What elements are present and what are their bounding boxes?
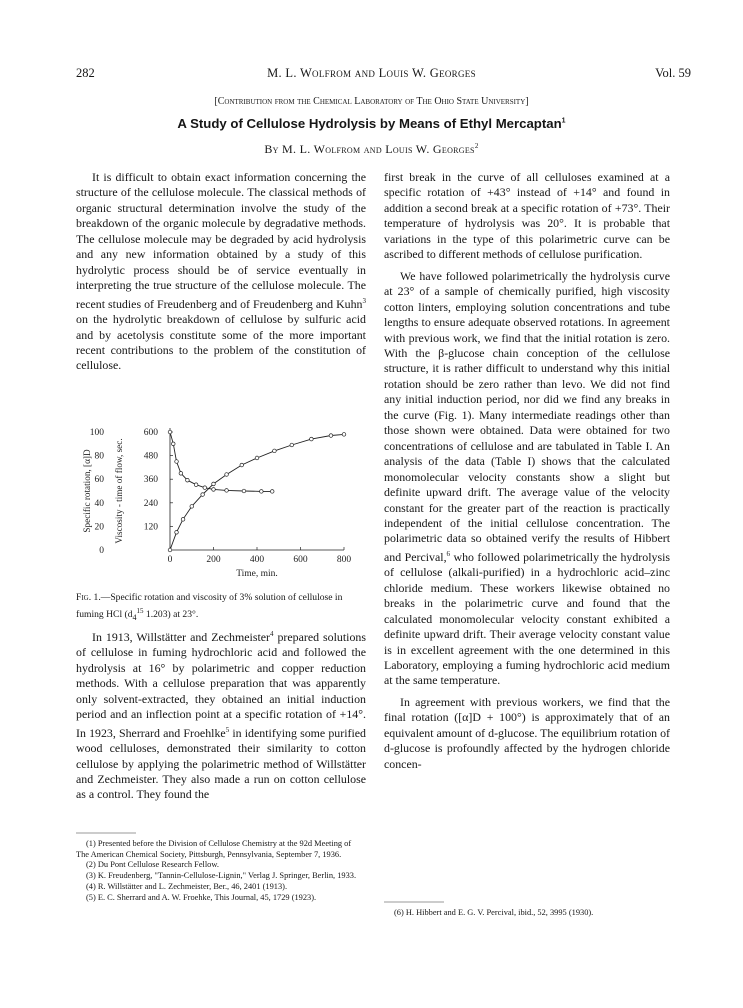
y-left-axis-label: Specific rotation, [α]D — [82, 449, 92, 533]
footnote-2: (2) Du Pont Cellulose Research Fellow. — [86, 860, 219, 870]
footnotes-right — [384, 897, 670, 919]
y-left-tick-label: 20 — [94, 522, 104, 533]
rotation-curve — [170, 434, 344, 550]
y-right-tick-label: 120 — [143, 522, 158, 533]
paragraph-final-rotation: In agreement with previous workers, we find that the final rotation ([α]D + 100°) is approximately that of an equivalent amount of d-glucose. The equilibrium rotation of d-glucose is profoundly affected by the hydrogen chloride concen- — [384, 694, 670, 771]
left-column-bottom — [76, 627, 366, 803]
rotation-point — [190, 505, 194, 509]
footnote-4: (4) R. Willstätter and L. Zechmeister, Ber., 46, 2401 (1913). — [86, 881, 288, 891]
figure-1 — [76, 418, 366, 586]
y-left-tick-label: 100 — [89, 428, 104, 438]
rotation-point — [168, 548, 172, 552]
rotation-viscosity-chart — [76, 418, 366, 586]
left-column-top — [76, 170, 366, 374]
y-left-tick-label: 80 — [94, 451, 104, 462]
y-right-tick-label: 360 — [143, 475, 158, 486]
paragraph-results: We have followed polarimetrically the hydrolysis curve at 23° of a sample of chemically purified, high viscosity cotton linters, employing solution concentrations and tube lengths to ensure adequate observed rotations. In agreement with previous work, we find that the initial rotation is zero. With the β-glucose chain conception of the cellulose structure, it is rather difficult to understand why this initial rotation should be zero rather than levo. We did not find any initial induction period, nor did we find any breaks in the curve (Fig. 1). Many intermediate readings other than those shown were obtained. Data were obtained for two concentrations of cellulose and are tabulated in Table I. An analysis of the data (Table I) shows that the calculated monomolecular velocity constants show a slight but definite upward drift. The average value of the velocity constant for the greater part of the reaction is practically independent of the initial cellulose concentration. The polarimetric data so obtained verify the results of Hibbert and Percival,$^6$ who followed polarimetrically the hydrolysis of cellulose (alkali-purified) in a hydrochloric acid–zinc chloride medium. These workers likewise obtained no breaks in the polarimetric curve and found that the calculated monomolecular velocity constant exhibited a definite upward drift. Their average velocity constant value is in excellent agreement with the one determined in this Laboratory, employing a fuming hydrochloric acid medium at the same temperature. — [384, 268, 670, 688]
footnote-6: (6) H. Hibbert and E. G. V. Percival, ibid., 52, 3995 (1930). — [394, 907, 594, 917]
paragraph-continued: first break in the curve of all celluloses examined at a specific rotation of +43° instead of +14° and found in addition a second break at a specific rotation of +73°. Their temperature of hydrolysis was 20°. It is probable that variations in the type of this polarimetric curve can be ascribed to different methods of cellulose purification. — [384, 170, 670, 262]
footnote-3: (3) K. Freudenberg, "Tannin-Cellulose-Lignin," Verlag J. Springer, Berlin, 1933. — [86, 871, 357, 881]
footnote-separator-right — [384, 900, 674, 904]
volume-label: Vol. 59 — [655, 66, 691, 80]
x-tick-label: 0 — [167, 555, 173, 565]
viscosity-point — [270, 490, 274, 494]
rotation-point — [273, 449, 277, 453]
viscosity-point — [212, 488, 216, 492]
article-title: A Study of Cellulose Hydrolysis by Means of Ethyl Mercaptan$^1$ — [177, 116, 566, 131]
viscosity-point — [175, 460, 179, 464]
y-right-tick-label: 600 — [143, 428, 158, 438]
viscosity-point — [203, 486, 207, 490]
viscosity-point — [194, 483, 198, 487]
x-tick-label: 400 — [249, 555, 265, 565]
viscosity-point — [179, 472, 183, 476]
viscosity-point — [186, 478, 190, 482]
viscosity-point — [171, 442, 175, 446]
byline-footnote-mark: 2 — [474, 142, 479, 150]
rotation-point — [290, 443, 294, 447]
viscosity-point — [260, 490, 264, 494]
rotation-point — [329, 434, 333, 438]
figure-caption: Fig. 1.—Specific rotation and viscosity of 3% solution of cellulose in fuming HCl ($d_4^{15}$ 1.203) at 23°. — [76, 592, 343, 622]
footnotes-left — [76, 828, 366, 904]
footnote-separator — [76, 831, 366, 835]
rotation-point — [212, 482, 216, 486]
rotation-point — [310, 437, 314, 441]
y-left-tick-label: 60 — [94, 475, 104, 486]
x-tick-label: 200 — [206, 555, 221, 565]
viscosity-point — [225, 489, 229, 493]
page-number: 282 — [76, 66, 95, 80]
y-right-tick-label: 480 — [143, 451, 158, 462]
x-axis-label: Time, min. — [236, 569, 278, 579]
rotation-point — [240, 463, 244, 467]
x-tick-label: 600 — [293, 555, 308, 565]
rotation-point — [225, 473, 229, 477]
right-column — [384, 170, 670, 772]
y-right-axis-label: Viscosity - time of flow, sec. — [114, 438, 124, 544]
paragraph-intro: It is difficult to obtain exact information concerning the structure of the cellulose molecule. The classical methods of organic structural determination involve the study of the breakdown of the organic molecule by degradative methods. The cellulose molecule may be degraded by acid hydrolysis and any new information obtained by a study of this hydrolytic process should be of service eventually in interpreting the true structure of the cellulose molecule. The recent studies of Freudenberg and of Freudenberg and Kuhn$^3$ on the hydrolytic breakdown of cellulose by sulfuric acid and by acetolysis constitute some of the more important recent contributions to the problem of the constitution of cellulose. — [76, 170, 366, 373]
viscosity-point — [168, 430, 172, 434]
viscosity-curve — [170, 432, 272, 491]
footnote-1: (1) Presented before the Division of Cellulose Chemistry at the 92d Meeting of The American Chemical Society, Pittsburgh, Pennsylvania, September 7, 1936. — [76, 838, 352, 859]
rotation-point — [201, 493, 205, 497]
contribution-line: [Contribution from the Chemical Laboratory of The Ohio State University] — [214, 96, 529, 107]
paragraph-willstatter: In 1913, Willstätter and Zechmeister$^4$ prepared solutions of cellulose in fuming hydrochloric acid and followed the hydrolysis at 16° by polarimetric and copper reduction methods. With a cellulose preparation that was apparently only solvent-extracted, they obtained an initial induction period and an inflection point at a specific rotation of +14°. In 1923, Sherrard and Froehlke$^5$ in identifying some purified wood celluloses, demonstrated their similarity to cotton cellulose by applying the polarimetric method of Willstätter and Zechmeister. They also made a run on cotton cellulose as a control. They found the — [76, 629, 366, 802]
byline: By M. L. Wolfrom and Louis W. Georges$^2$ — [264, 142, 479, 156]
rotation-point — [181, 518, 185, 522]
y-left-tick-label: 0 — [99, 546, 104, 556]
viscosity-point — [242, 489, 246, 493]
footnote-5: (5) E. C. Sherrard and A. W. Froehke, This Journal, 45, 1729 (1923). — [86, 892, 317, 902]
rotation-point — [175, 531, 179, 535]
running-title: M. L. Wolfrom and Louis W. Georges — [267, 66, 476, 80]
rotation-point — [255, 456, 259, 460]
rotation-point — [342, 433, 346, 437]
title-footnote-mark: 1 — [561, 117, 566, 125]
x-tick-label: 800 — [336, 555, 352, 565]
y-left-tick-label: 40 — [94, 498, 104, 509]
y-right-tick-label: 240 — [143, 498, 158, 509]
